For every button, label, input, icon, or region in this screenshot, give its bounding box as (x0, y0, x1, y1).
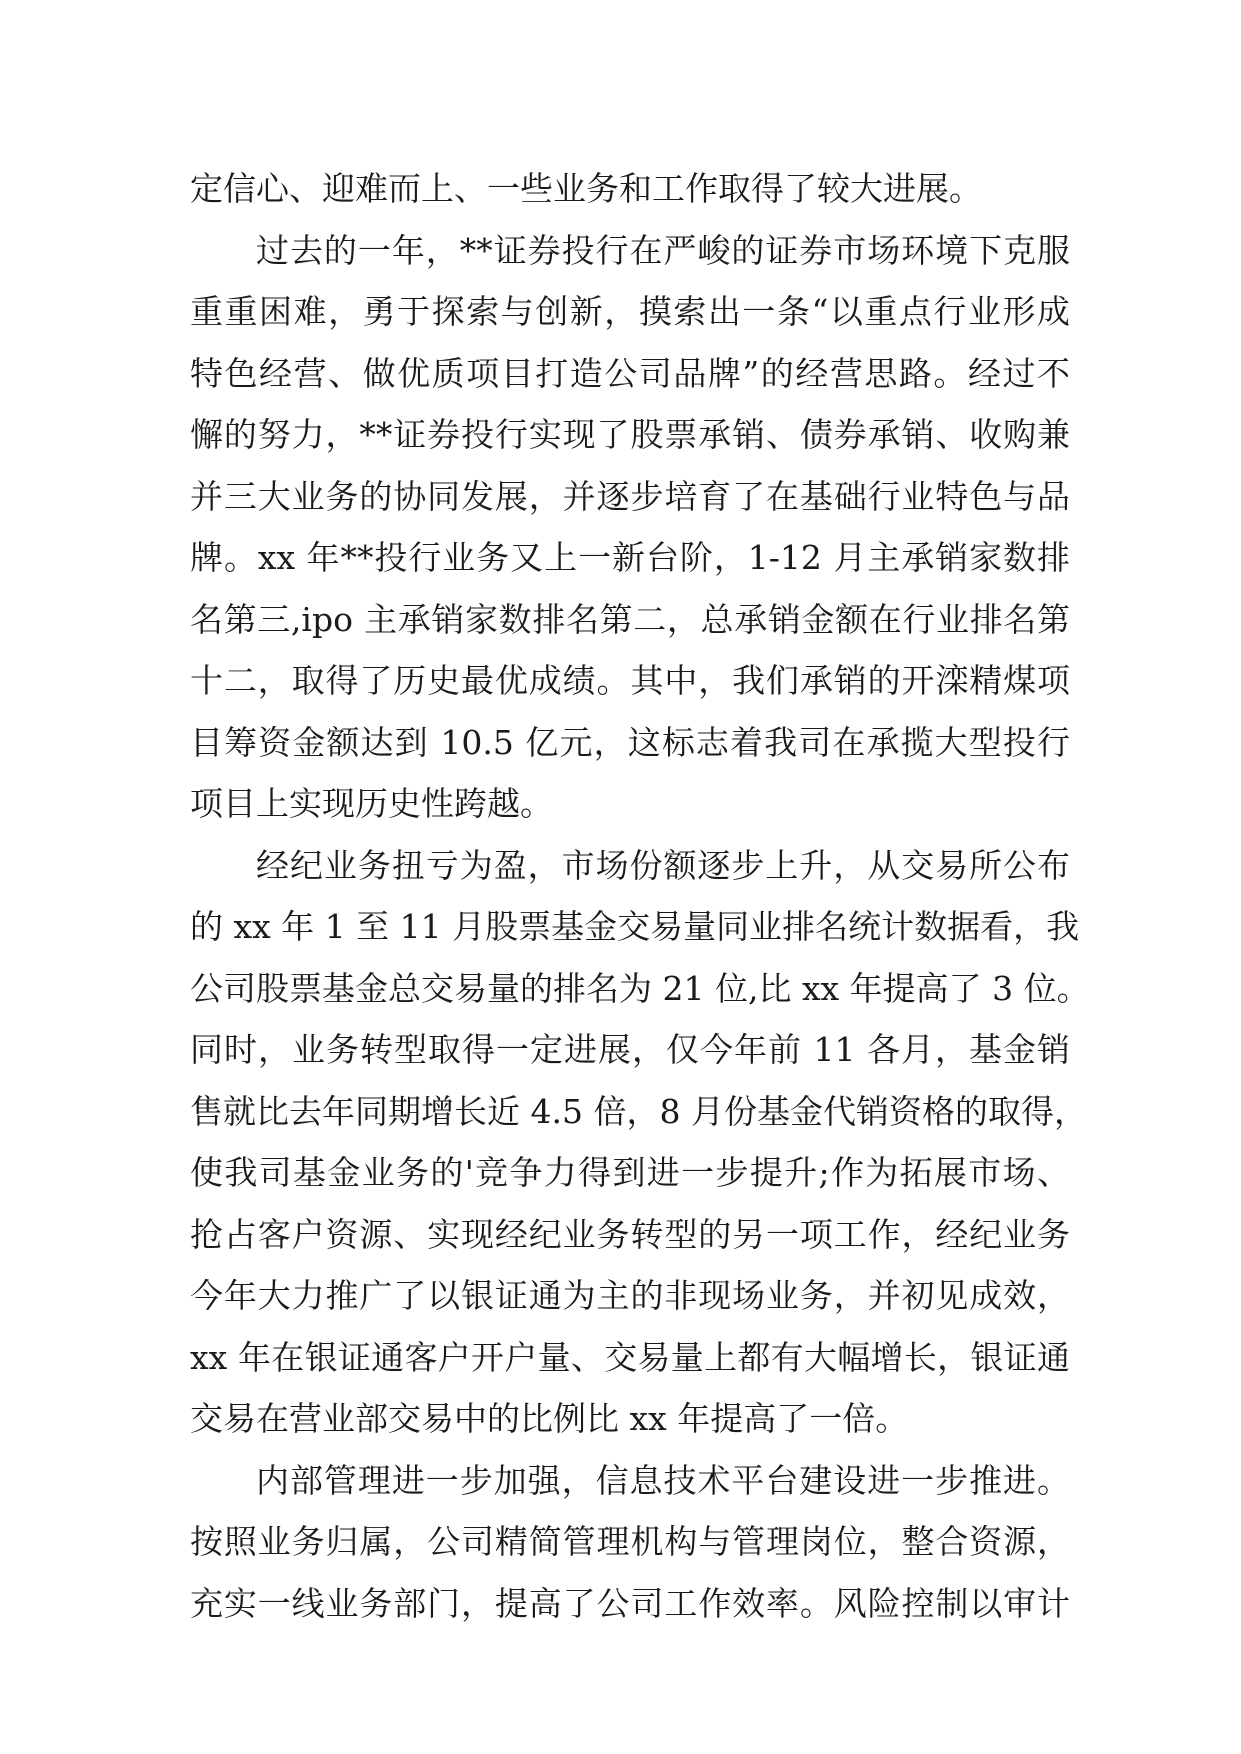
text-line: 牌。xx 年**投行业务又上一新台阶，1-12 月主承销家数排 (190, 538, 1070, 577)
text-line: 的 xx 年 1 至 11 月股票基金交易量同业排名统计数据看，我 (190, 907, 1080, 946)
text-line: 今年大力推广了以银证通为主的非现场业务，并初见成效， (190, 1276, 1070, 1315)
text-line: 十二，取得了历史最优成绩。其中，我们承销的开滦精煤项 (190, 661, 1070, 700)
text-line: 充实一线业务部门，提高了公司工作效率。风险控制以审计 (190, 1583, 1070, 1623)
text-line: 公司股票基金总交易量的排名为 21 位,比 xx 年提高了 3 位。 (190, 968, 1090, 1008)
text-line: 懈的努力，**证券投行实现了股票承销、债券承销、收购兼 (190, 415, 1070, 454)
paragraph-first-line: 过去的一年，**证券投行在严峻的证券市场环境下克服 (256, 230, 1070, 270)
text-line: 售就比去年同期增长近 4.5 倍，8 月份基金代销资格的取得， (190, 1091, 1087, 1131)
paragraph-first-line: 内部管理进一步加强，信息技术平台建设进一步推进。 (256, 1460, 1070, 1500)
text-line: 同时，业务转型取得一定进展，仅今年前 11 各月，基金销 (190, 1030, 1070, 1069)
text-line: 交易在营业部交易中的比例比 xx 年提高了一倍。 (190, 1399, 909, 1438)
text-line: 使我司基金业务的'竞争力得到进一步提升;作为拓展市场、 (190, 1153, 1070, 1192)
text-line: 名第三,ipo 主承销家数排名第二，总承销金额在行业排名第 (190, 599, 1070, 639)
body-text (190, 158, 1090, 1634)
paragraph-first-line: 经纪业务扭亏为盈，市场份额逐步上升，从交易所公布 (256, 845, 1070, 885)
text-line: 目筹资金额达到 10.5 亿元，这标志着我司在承揽大型投行 (190, 722, 1070, 762)
text-line: 并三大业务的协同发展，并逐步培育了在基础行业特色与品 (190, 476, 1070, 516)
text-line: 特色经营、做优质项目打造公司品牌”的经营思路。经过不 (190, 353, 1070, 393)
text-line: 定信心、迎难而上、一些业务和工作取得了较大进展。 (190, 169, 982, 208)
text-line: 抢占客户资源、实现经纪业务转型的另一项工作，经纪业务 (190, 1214, 1070, 1254)
text-line: 重重困难，勇于探索与创新，摸索出一条“以重点行业形成 (190, 292, 1070, 331)
text-line: 按照业务归属，公司精简管理机构与管理岗位，整合资源， (190, 1522, 1070, 1561)
text-line: xx 年在银证通客户开户量、交易量上都有大幅增长，银证通 (190, 1337, 1070, 1377)
text-line: 项目上实现历史性跨越。 (190, 784, 553, 823)
